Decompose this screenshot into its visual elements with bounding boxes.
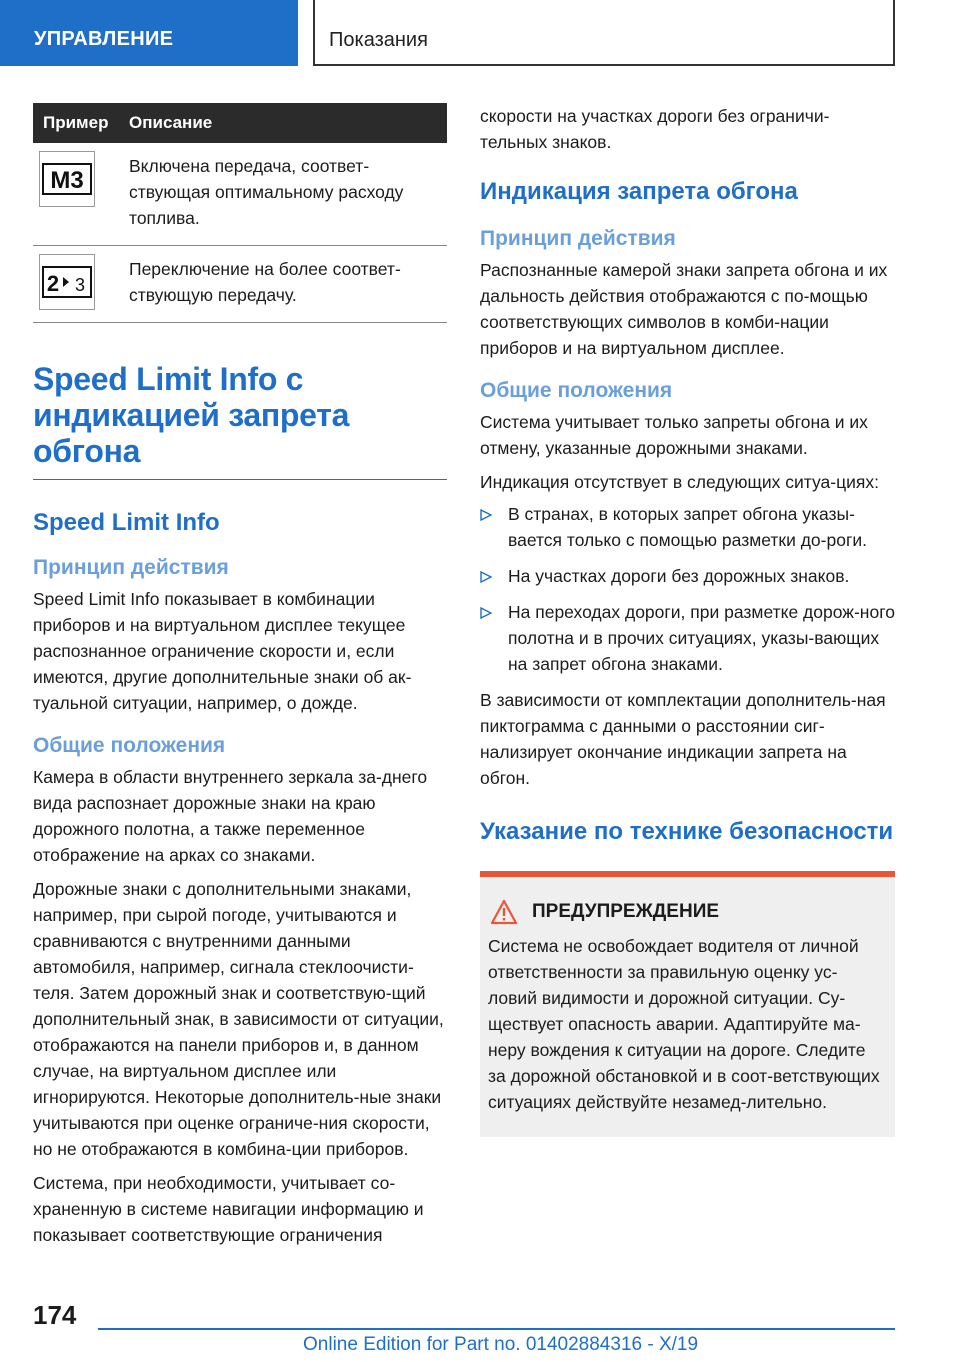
bullet-triangle-icon bbox=[480, 607, 492, 619]
svg-text:2: 2 bbox=[46, 271, 60, 296]
subheading-principle: Принцип действия bbox=[480, 227, 676, 250]
table-description: Переключение на более соответ-ствующую передачу. bbox=[129, 246, 447, 323]
shift-2-to-3-icon bbox=[39, 254, 95, 310]
paragraph: Камера в области внутреннего зеркала за-днего вида распознает дорожные знаки на краю дорожного полотна, а также переменное отображение на арках со знаками. bbox=[33, 767, 428, 865]
bullet-triangle-icon bbox=[480, 571, 492, 583]
list-item: На участках дороги без дорожных знаков. bbox=[480, 563, 895, 589]
table-row bbox=[33, 246, 447, 323]
table-row bbox=[33, 143, 447, 246]
list-item: В странах, в которых запрет обгона указы-вается только с помощью разметки до-роги. bbox=[480, 501, 895, 553]
footer-edition: Online Edition for Part no. 01402884316 - X/19 bbox=[303, 1334, 699, 1355]
chapter-tab: УПРАВЛЕНИЕ bbox=[0, 0, 298, 66]
list-item: На переходах дороги, при разметке дорож-ного полотна и в прочих ситуациях, указы-вающих на запрет обгона знаками. bbox=[480, 599, 895, 677]
paragraph: Speed Limit Info показывает в комбинации приборов и на виртуальном дисплее текущее распознанное ограничение скорости и, если имеются, другие дополнительные знаки об ак-туальной ситуации, например, о дожде. bbox=[33, 589, 412, 713]
warning-title: ПРЕДУПРЕЖДЕНИЕ bbox=[532, 901, 720, 922]
situation-list bbox=[480, 501, 895, 677]
warning-triangle-icon bbox=[490, 899, 518, 925]
gear-m3-icon bbox=[39, 151, 95, 207]
bullet-triangle-icon bbox=[480, 509, 492, 521]
left-column bbox=[33, 103, 447, 1248]
subheading-speed-limit-info: Speed Limit Info bbox=[33, 509, 220, 536]
main-heading: Speed Limit Info с индикацией запрета обгона bbox=[33, 361, 350, 469]
subheading-general: Общие положения bbox=[33, 734, 226, 757]
svg-text:M3: M3 bbox=[50, 167, 84, 194]
paragraph: Система учитывает только запреты обгона и их отмену, указанные дорожными знаками. bbox=[480, 412, 868, 458]
warning-box bbox=[480, 871, 895, 1137]
heading-overtaking: Индикация запрета обгона bbox=[480, 178, 798, 205]
footer-divider bbox=[98, 1328, 895, 1330]
paragraph: Распознанные камерой знаки запрета обгона и их дальность действия отображаются с по-мощью соответствующих символов в комби-нации приборов и на виртуальном дисплее. bbox=[480, 260, 888, 358]
right-column bbox=[480, 103, 895, 1137]
svg-text:3: 3 bbox=[74, 275, 86, 295]
table-header-example: Пример bbox=[33, 103, 129, 143]
paragraph: Система, при необходимости, учитывает со-храненную в системе навигации информацию и показывает соответствующие ограничения bbox=[33, 1173, 424, 1245]
page-number: 174 bbox=[33, 1300, 77, 1330]
indicator-table bbox=[33, 103, 447, 323]
paragraph: Дорожные знаки с дополнительными знаками, например, при сырой погоде, учитываются и сравниваются с внутренними данными автомобиля, например, сигнала стеклоочисти-теля. Затем дорожный знак и соответствую-щий дополнительный знак, в зависимости от ситуации, отображаются на панели приборов и, в данном случае, на виртуальном дисплее или игнорируются. Некоторые дополнитель-ные знаки учитываются при оценке ограниче-ния скорости, но не отображаются в комбина-ции приборов. bbox=[33, 879, 444, 1159]
heading-divider bbox=[33, 479, 447, 480]
paragraph: В зависимости от комплектации дополнитель-ная пиктограмма с данными о расстоянии сиг-нализирует окончание индикации запрета на обгон. bbox=[480, 690, 886, 788]
table-header-description: Описание bbox=[129, 103, 447, 143]
heading-safety: Указание по технике безопасности bbox=[480, 818, 894, 845]
paragraph: скорости на участках дороги без ограничи-тельных знаков. bbox=[480, 106, 830, 152]
section-title: Показания bbox=[313, 0, 895, 66]
warning-text: Система не освобождает водителя от личной ответственности за правильную оценку ус-ловий видимости и дорожной ситуации. Су-ществует опасность аварии. Адаптируйте ма-неру вождения к ситуации на дороге. Следите за дорожной обстановкой и в соот-ветствующих ситуациях действуйте незамед-лительно. bbox=[488, 936, 880, 1112]
subheading-principle: Принцип действия bbox=[33, 556, 229, 579]
table-description: Включена передача, соответ-ствующая оптимальному расходу топлива. bbox=[129, 143, 447, 246]
subheading-general: Общие положения bbox=[480, 379, 673, 402]
paragraph: Индикация отсутствует в следующих ситуа-циях: bbox=[480, 472, 879, 492]
